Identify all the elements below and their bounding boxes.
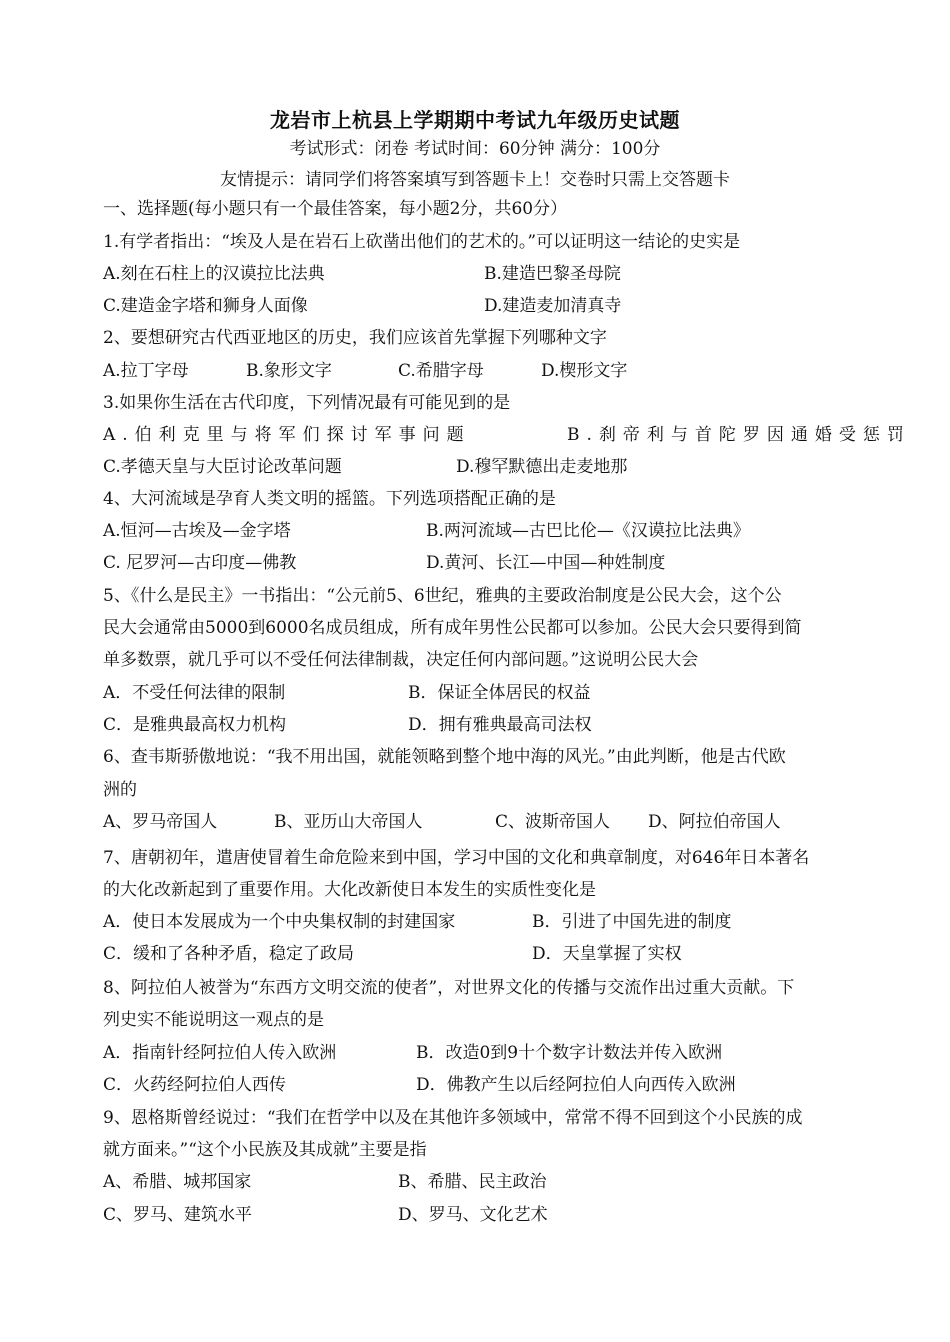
- q1-option-b: B.建造巴黎圣母院: [484, 264, 621, 284]
- question-7-stem-line-2: 的大化改新起到了重要作用。大化改新使日本发生的实质性变化是: [103, 880, 596, 900]
- q3-option-a: A.伯利克里与将军们探讨军事问题: [103, 425, 471, 445]
- q3-option-c: C.孝德天皇与大臣讨论改革问题: [103, 457, 342, 477]
- question-9-stem-line-1: 9、恩格斯曾经说过：“我们在哲学中以及在其他许多领域中，常常不得不回到这个小民族的成: [103, 1108, 803, 1128]
- question-5-stem-line-3: 单多数票，就几乎可以不受任何法律制裁，决定任何内部问题。”这说明公民大会: [103, 650, 699, 670]
- exam-info: 考试形式：闭卷 考试时间：60分钟 满分：100分: [289, 139, 661, 159]
- q2-option-d: D.楔形文字: [541, 361, 628, 381]
- question-5-stem-line-2: 民大会通常由5000到6000名成员组成，所有成年男性公民都可以参加。公民大会只要得到简: [103, 618, 802, 638]
- friendly-tip: 友情提示：请同学们将答案填写到答题卡上！交卷时只需上交答题卡: [220, 170, 730, 190]
- q3-option-b: B.刹帝利与首陀罗因通婚受惩罚: [567, 425, 911, 445]
- q4-option-b: B.两河流域—古巴比伦—《汉谟拉比法典》: [426, 521, 750, 541]
- exam-title: 龙岩市上杭县上学期期中考试九年级历史试题: [270, 108, 680, 132]
- q4-option-a: A.恒河—古埃及—金字塔: [103, 521, 291, 541]
- q1-option-d: D.建造麦加清真寺: [484, 296, 622, 316]
- q6-option-b: B、亚历山大帝国人: [274, 812, 423, 832]
- question-6-stem-line-1: 6、查韦斯骄傲地说：“我不用出国，就能领略到整个地中海的风光。”由此判断，他是古代欧: [103, 747, 786, 767]
- question-1-stem: 1.有学者指出：“埃及人是在岩石上砍凿出他们的艺术的。”可以证明这一结论的史实是: [103, 232, 741, 252]
- q4-option-c: C. 尼罗河—古印度—佛教: [103, 553, 297, 573]
- q1-option-c: C.建造金字塔和狮身人面像: [103, 296, 308, 316]
- q6-option-d: D、阿拉伯帝国人: [648, 812, 781, 832]
- q5-option-a: A．不受任何法律的限制: [103, 683, 286, 703]
- question-3-stem: 3.如果你生活在古代印度，下列情况最有可能见到的是: [103, 393, 511, 413]
- q8-option-d: D．佛教产生以后经阿拉伯人向西传入欧洲: [416, 1075, 736, 1095]
- question-2-stem: 2、要想研究古代西亚地区的历史，我们应该首先掌握下列哪种文字: [103, 328, 607, 348]
- q8-option-c: C．火药经阿拉伯人西传: [103, 1075, 287, 1095]
- q8-option-a: A．指南针经阿拉伯人传入欧洲: [103, 1043, 337, 1063]
- q6-option-c: C、波斯帝国人: [495, 812, 611, 832]
- q2-option-b: B.象形文字: [246, 361, 332, 381]
- question-5-stem-line-1: 5、《什么是民主》一书指出：“公元前5、6世纪，雅典的主要政治制度是公民大会，这个公: [103, 586, 782, 606]
- section-heading: 一、选择题(每小题只有一个最佳答案，每小题2分，共60分）: [103, 199, 568, 219]
- q7-option-b: B．引进了中国先进的制度: [532, 912, 732, 932]
- question-4-stem: 4、大河流域是孕育人类文明的摇篮。下列选项搭配正确的是: [103, 489, 556, 509]
- q2-option-a: A.拉丁字母: [103, 361, 189, 381]
- q6-option-a: A、罗马帝国人: [103, 812, 218, 832]
- question-8-stem-line-2: 列史实不能说明这一观点的是: [103, 1010, 324, 1030]
- q3-option-d: D.穆罕默德出走麦地那: [456, 457, 628, 477]
- question-9-stem-line-2: 就方面来。”“这个小民族及其成就”主要是指: [103, 1140, 427, 1160]
- question-8-stem-line-1: 8、阿拉伯人被誉为“东西方文明交流的使者”，对世界文化的传播与交流作出过重大贡献。下: [103, 978, 795, 998]
- q5-option-d: D．拥有雅典最高司法权: [408, 715, 592, 735]
- q1-option-a: A.刻在石柱上的汉谟拉比法典: [103, 264, 325, 284]
- q9-option-b: B、希腊、民主政治: [398, 1172, 547, 1192]
- q2-option-c: C.希腊字母: [398, 361, 484, 381]
- q9-option-a: A、希腊、城邦国家: [103, 1172, 252, 1192]
- q7-option-d: D．天皇掌握了实权: [532, 944, 682, 964]
- q8-option-b: B．改造0到9十个数字计数法并传入欧洲: [416, 1043, 723, 1063]
- q5-option-c: C．是雅典最高权力机构: [103, 715, 287, 735]
- q4-option-d: D.黄河、长江—中国—种姓制度: [426, 553, 666, 573]
- q9-option-d: D、罗马、文化艺术: [398, 1205, 548, 1225]
- question-6-stem-line-2: 洲的: [103, 780, 137, 800]
- q5-option-b: B．保证全体居民的权益: [408, 683, 591, 703]
- question-7-stem-line-1: 7、唐朝初年，遣唐使冒着生命危险来到中国，学习中国的文化和典章制度，对646年日本著名: [103, 848, 810, 868]
- q7-option-a: A．使日本发展成为一个中央集权制的封建国家: [103, 912, 456, 932]
- q9-option-c: C、罗马、建筑水平: [103, 1205, 253, 1225]
- q7-option-c: C．缓和了各种矛盾，稳定了政局: [103, 944, 355, 964]
